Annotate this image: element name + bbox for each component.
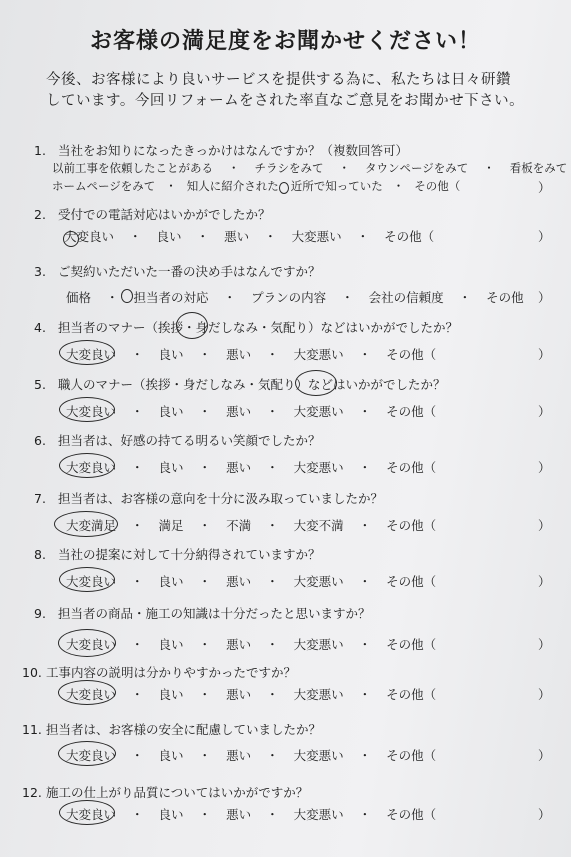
selected-answer-circle — [54, 511, 118, 537]
q9-option-3[interactable]: 悪い — [226, 637, 252, 652]
q11-option-3[interactable]: 悪い — [226, 748, 252, 763]
question-7-options — [66, 516, 436, 534]
q2-option-3[interactable]: 悪い — [224, 229, 250, 244]
question-8-text — [34, 545, 321, 563]
q10-option-2[interactable]: 良い — [158, 687, 184, 702]
q10-option-3[interactable]: 悪い — [226, 687, 252, 702]
selected-answer-circle — [59, 567, 115, 592]
question-4-number: 4. — [34, 320, 46, 335]
q1-option-8[interactable]: その他（ — [414, 179, 461, 193]
q9-option-4[interactable]: 大変悪い — [293, 637, 344, 652]
q7-option-5[interactable]: その他（ — [386, 518, 437, 533]
option-separator: ・ — [131, 748, 144, 763]
intro-line-1: 今後、お客様により良いサービスを提供する為に、私たちは日々研鑽 — [46, 72, 511, 88]
question-8-options — [66, 572, 436, 590]
q11-option-2[interactable]: 良い — [158, 748, 184, 763]
question-2-label: 受付での電話対応はいかがでしたか？ — [58, 207, 271, 222]
q5-option-3[interactable]: 悪い — [226, 404, 252, 419]
q12-option-3[interactable]: 悪い — [226, 807, 252, 822]
option-separator: ・ — [131, 347, 144, 362]
q3-option-3[interactable]: プランの内容 — [251, 290, 327, 305]
q12-option-2[interactable]: 良い — [158, 807, 184, 822]
q9-option-1[interactable]: 大変良い — [66, 635, 116, 653]
option-separator: ・ — [198, 574, 212, 589]
option-separator: ・ — [266, 637, 279, 652]
question-9-text — [34, 604, 371, 622]
question-11-label: 担当者は、お客様の安全に配慮していましたか？ — [46, 722, 322, 737]
option-separator: ・ — [129, 229, 142, 244]
q5-option-2[interactable]: 良い — [158, 404, 184, 419]
option-separator: ・ — [358, 460, 372, 475]
q3-option-2[interactable]: 担当者の対応 — [134, 288, 209, 306]
q1-option-6[interactable]: 知人に紹介された — [186, 179, 279, 193]
q2-option-5[interactable]: その他（ — [384, 229, 435, 244]
question-9-number: 9. — [34, 606, 46, 621]
question-8-number: 8. — [34, 547, 46, 562]
option-separator: ・ — [223, 290, 237, 305]
q11-close-paren: ） — [538, 748, 551, 763]
q4-option-1[interactable]: 大変良い — [66, 345, 116, 363]
q8-close-paren: ） — [538, 574, 551, 589]
selected-answer-circle — [59, 340, 115, 365]
q8-option-3[interactable]: 悪い — [226, 574, 252, 589]
question-11-options — [66, 746, 436, 764]
option-separator: ・ — [198, 404, 212, 419]
q5-option-5[interactable]: その他（ — [386, 404, 437, 419]
q4-option-2[interactable]: 良い — [158, 347, 184, 362]
question-2-number: 2. — [34, 207, 46, 222]
question-4-label: 担当者のマナー（挨拶・身だしなみ・気配り）などはいかがでしたか？ — [58, 320, 459, 335]
q12-option-5[interactable]: その他（ — [386, 807, 437, 822]
q3-option-5[interactable]: その他 — [486, 290, 524, 305]
q4-close-paren: ） — [538, 347, 551, 362]
selected-answer-circle — [63, 231, 79, 247]
question-7-number: 7. — [34, 491, 46, 506]
q1-close-paren: ） — [538, 180, 551, 195]
q1-check-mark — [279, 182, 289, 194]
q7-option-2[interactable]: 満足 — [158, 518, 184, 533]
option-separator: ・ — [358, 347, 372, 362]
option-separator: ・ — [458, 290, 472, 305]
q5-option-1[interactable]: 大変良い — [66, 402, 116, 420]
q10-option-4[interactable]: 大変悪い — [293, 687, 344, 702]
option-separator: ・ — [358, 574, 372, 589]
q6-option-5[interactable]: その他（ — [386, 460, 437, 475]
selected-answer-circle — [59, 453, 115, 478]
question-3-text — [34, 262, 321, 280]
q11-option-4[interactable]: 大変悪い — [293, 748, 344, 763]
question-10-text — [22, 663, 296, 681]
question-8-label: 当社の提案に対して十分納得されていますか？ — [58, 547, 321, 562]
question-3-label: ご契約いただいた一番の決め手はなんですか？ — [58, 264, 321, 279]
q5-close-paren: ） — [538, 404, 551, 419]
q5-option-4[interactable]: 大変悪い — [293, 404, 344, 419]
q4-option-3[interactable]: 悪い — [226, 347, 252, 362]
question-3-number: 3. — [34, 264, 46, 279]
q9-close-paren: ） — [538, 637, 551, 652]
option-separator: ・ — [266, 347, 279, 362]
question-5-number: 5. — [34, 377, 46, 392]
q11-option-1[interactable]: 大変良い — [66, 746, 116, 764]
question-3-options — [66, 288, 524, 306]
q6-option-4[interactable]: 大変悪い — [293, 460, 344, 475]
selected-answer-circle — [59, 800, 115, 825]
question-7-text — [34, 489, 383, 507]
q1-option-4[interactable]: 看板をみて — [509, 161, 568, 175]
q1-option-7[interactable]: 近所で知っていた — [290, 179, 383, 193]
option-separator: ・ — [264, 229, 277, 244]
option-separator: ・ — [266, 574, 279, 589]
question-1-number: 1. — [34, 143, 46, 158]
q7-option-3[interactable]: 不満 — [226, 518, 252, 533]
question-2-options — [64, 227, 434, 245]
option-separator: ・ — [266, 807, 279, 822]
question-5-label: 職人のマナー（挨拶・身だしなみ・気配り）などはいかがでしたか？ — [58, 377, 446, 392]
option-separator: ・ — [198, 637, 212, 652]
q6-option-3[interactable]: 悪い — [226, 460, 252, 475]
option-separator: ・ — [198, 460, 212, 475]
option-separator: ・ — [356, 229, 370, 244]
q6-option-1[interactable]: 大変良い — [66, 458, 116, 476]
option-separator: ・ — [131, 574, 144, 589]
question-9-label: 担当者の商品・施工の知識は十分だったと思いますか？ — [58, 606, 371, 621]
q11-option-5[interactable]: その他（ — [386, 748, 437, 763]
q3-option-1[interactable]: 価格 — [66, 290, 92, 305]
q2-option-1[interactable]: 大変良い — [64, 227, 114, 245]
option-separator: ・ — [358, 687, 372, 702]
q1-option-5[interactable]: ホームページをみて — [52, 179, 156, 193]
question-9-options — [66, 635, 436, 653]
question-6-label: 担当者は、好感の持てる明るい笑顔でしたか？ — [58, 433, 321, 448]
intro-line-2: しています。今回リフォームをされた率直なご意見をお聞かせ下さい。 — [46, 93, 525, 109]
option-separator: ・ — [358, 748, 372, 763]
option-separator: ・ — [196, 229, 210, 244]
q3-option-4[interactable]: 会社の信頼度 — [368, 290, 444, 305]
q7-option-1[interactable]: 大変満足 — [66, 516, 116, 534]
question-12-label: 施工の仕上がり品質についてはいかがですか？ — [46, 785, 309, 800]
q8-option-4[interactable]: 大変悪い — [293, 574, 344, 589]
option-separator: ・ — [266, 518, 279, 533]
option-separator: ・ — [358, 518, 372, 533]
q12-option-1[interactable]: 大変良い — [66, 805, 116, 823]
option-separator: ・ — [358, 807, 372, 822]
question-12-options — [66, 805, 436, 823]
option-separator: ・ — [266, 404, 279, 419]
q2-close-paren: ） — [538, 229, 551, 244]
q10-option-5[interactable]: その他（ — [386, 687, 437, 702]
question-12-number: 12. — [22, 785, 42, 800]
option-separator: ・ — [131, 807, 144, 822]
q8-option-2[interactable]: 良い — [158, 574, 184, 589]
question-4-text — [34, 318, 458, 336]
option-separator: ・ — [198, 347, 212, 362]
q4-option-4[interactable]: 大変悪い — [293, 347, 344, 362]
question-7-label: 担当者は、お客様の意向を十分に汲み取っていましたか？ — [58, 491, 384, 506]
question-6-number: 6. — [34, 433, 46, 448]
survey-title: お客様の満足度をお聞かせください！ — [89, 29, 481, 54]
q1-option-3[interactable]: タウンページをみて — [365, 161, 469, 175]
question-1-label: 当社をお知りになったきっかけはなんですか？（複数回答可） — [58, 143, 409, 158]
q12-close-paren: ） — [538, 807, 551, 822]
option-separator: ・ — [198, 807, 212, 822]
option-separator: ・ — [198, 518, 212, 533]
option-separator: ・ — [266, 748, 279, 763]
q9-option-5[interactable]: その他（ — [386, 637, 437, 652]
q6-option-2[interactable]: 良い — [158, 460, 184, 475]
question-11-number: 11. — [22, 722, 42, 737]
option-separator: ・ — [131, 518, 144, 533]
option-separator: ・ — [131, 404, 144, 419]
question-1-text — [34, 141, 408, 159]
selected-answer-circle — [58, 680, 116, 705]
question-10-options — [66, 685, 436, 703]
option-separator: ・ — [358, 637, 372, 652]
question-11-text — [22, 720, 321, 738]
q7-option-4[interactable]: 大変不満 — [293, 518, 344, 533]
q6-close-paren: ） — [538, 460, 551, 475]
option-separator: ・ — [131, 637, 144, 652]
q3-close-paren: ） — [538, 290, 551, 305]
question-10-number: 10. — [22, 665, 42, 680]
selected-answer-circle — [58, 629, 116, 657]
question-5-text — [34, 375, 446, 393]
option-separator: ・ — [358, 404, 372, 419]
option-separator: ・ — [131, 460, 144, 475]
q1-option-1[interactable]: 以前工事を依頼したことがある — [52, 161, 213, 175]
selected-answer-circle — [121, 289, 133, 303]
q10-close-paren: ） — [538, 687, 551, 702]
q1-option-2[interactable]: チラシをみて — [254, 161, 324, 175]
q10-option-1[interactable]: 大変良い — [66, 685, 116, 703]
q12-option-4[interactable]: 大変悪い — [293, 807, 344, 822]
option-separator: ・ — [341, 290, 354, 305]
selected-answer-circle — [58, 741, 116, 766]
q8-option-5[interactable]: その他（ — [386, 574, 437, 589]
question-12-text — [22, 783, 308, 801]
q2-option-2[interactable]: 良い — [156, 229, 182, 244]
question-1-options-line-2: ホームページをみて ・ 知人に紹介された 近所で知っていた ・ その他（ — [52, 179, 461, 193]
question-4-options — [66, 345, 436, 363]
selected-answer-circle — [59, 397, 115, 422]
q4-option-5[interactable]: その他（ — [386, 347, 437, 362]
option-separator: ・ — [106, 290, 119, 305]
option-separator: ・ — [198, 687, 212, 702]
question-5-options — [66, 402, 436, 420]
question-1-options-line-1: 以前工事を依頼したことがある ・ チラシをみて ・ タウンページをみて ・ 看板をみて — [52, 161, 568, 175]
option-separator: ・ — [266, 687, 279, 702]
option-separator: ・ — [131, 687, 144, 702]
option-separator: ・ — [266, 460, 279, 475]
option-separator: ・ — [198, 748, 212, 763]
q2-option-4[interactable]: 大変悪い — [291, 229, 342, 244]
q9-option-2[interactable]: 良い — [158, 637, 184, 652]
q7-close-paren: ） — [538, 518, 551, 533]
question-2-text — [34, 205, 271, 223]
q8-option-1[interactable]: 大変良い — [66, 572, 116, 590]
question-6-options — [66, 458, 436, 476]
question-10-label: 工事内容の説明は分かりやすかったですか？ — [46, 665, 297, 680]
question-6-text — [34, 431, 321, 449]
